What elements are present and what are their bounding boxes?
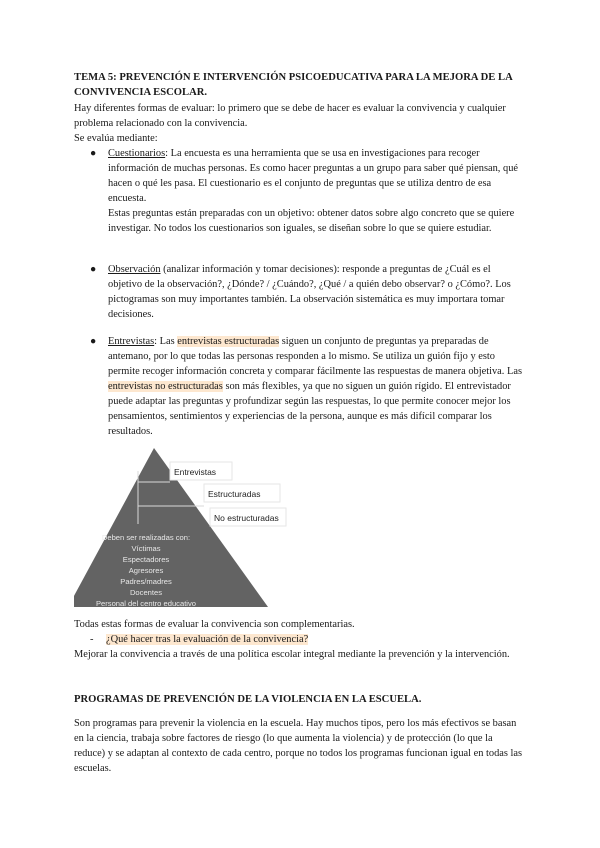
pyramid-item: Personal del centro educativo	[95, 599, 197, 608]
list-item	[74, 334, 526, 439]
heading-programas: PROGRAMAS DE PREVENCIÓN DE LA VIOLENCIA EN LA ESCUELA.	[74, 694, 422, 705]
highlight-estructuradas: entrevistas estructuradas	[177, 336, 280, 347]
bullet-text-3: son más flexibles, ya que no siguen un guión rígido. El entrevistador puede adaptar las preguntas y profundizar según las respuestas, lo que permite conocer mejor los pensamientos, sentimientos y experiencias de la persona, aunque es más difícil comparar los resultados.	[108, 381, 511, 437]
label-entrevistas: Entrevistas	[174, 467, 217, 477]
bullet-observacion	[74, 262, 526, 322]
bullet-dot-icon: ●	[90, 336, 97, 347]
pyramid-item: Padres/madres	[120, 577, 172, 586]
bullet-term: Entrevistas	[108, 336, 155, 347]
pyramid-item: Víctimas	[131, 544, 161, 553]
bullet-cuestionarios	[74, 146, 526, 236]
bullet-dot-icon: ●	[90, 148, 97, 159]
highlight-no-estructuradas: entrevistas no estructuradas	[108, 381, 223, 392]
pyramid-item: Espectadores	[122, 555, 170, 564]
bullet-text: (analizar información y tomar decisiones): responde a preguntas de ¿Cuál es el objetivo de la observación?, ¿Dónde? / ¿Cuándo?, ¿Qué / a quién debo observar? o ¿Cómo?. Los pictogramas son muy importantes también. La observación sistemática es muy importara tomar decisiones.	[108, 264, 511, 320]
bullet-dot-icon: ●	[90, 264, 97, 275]
pyramid-diagram	[74, 444, 288, 612]
heading-tema5: TEMA 5: PREVENCIÓN E INTERVENCIÓN PSICOEDUCATIVA PARA LA MEJORA DE LA CONVIVENCIA ESCOLAR.	[74, 72, 513, 98]
pyramid-inner-title: Deben ser realizadas con:	[101, 533, 191, 542]
bullet-term: Cuestionarios	[108, 148, 166, 159]
highlight-question: ¿Qué hacer tras la evaluación de la convivencia?	[106, 634, 309, 645]
intro-paragraph: Hay diferentes formas de evaluar: lo primero que se debe de hacer es evaluar la convivencia y cualquier problema relacionado con la convivencia.	[74, 103, 506, 129]
label-estructuradas: Estructuradas	[208, 489, 261, 499]
dash-marker: -	[90, 634, 94, 645]
se-evalua-label: Se evalúa mediante:	[74, 133, 158, 144]
pyramid-item: Agresores	[128, 566, 164, 575]
bullet-text-2: siguen un conjunto de preguntas ya preparadas de antemano, por lo que todas las personas responden a lo mismo. Se utiliza un guión fijo y esto permite recoger información concreta y comparar fácilmente las respuestas de manera objetiva. Las	[108, 336, 522, 377]
programas-paragraph: Son programas para prevenir la violencia en la escuela. Hay muchos tipos, pero los más efectivos se basan en la ciencia, trabaja sobre factores de riesgo (lo que aumenta la violencia) y de protección (lo que la reduce) y se adaptan al contexto de cada centro, porque no todos los programas funcionan igual en todas las escuelas.	[74, 718, 523, 774]
bullet-text: : Las	[154, 336, 178, 347]
bullet-text: : La encuesta es una herramienta que se usa en investigaciones para recoger información de muchas personas. Es como hacer preguntas a un grupo para saber qué piensan, qué hacen o qué les pasa. El cuestionario es el conjunto de preguntas que se utiliza dentro de esa encuesta.	[108, 148, 518, 204]
list-item	[74, 146, 526, 236]
pyramid-item: Docentes	[129, 588, 163, 597]
bullet-entrevistas	[74, 334, 526, 439]
mejorar-text: Mejorar la convivencia a través de una política escolar integral mediante la prevención y la intervención.	[74, 649, 510, 660]
list-item	[74, 262, 526, 322]
bullet-term: Observación	[108, 264, 161, 275]
question-line	[106, 632, 526, 647]
label-no-estructuradas: No estructuradas	[214, 513, 279, 523]
bullet-text-2: Estas preguntas están preparadas con un objetivo: obtener datos sobre algo concreto que se quiere investigar. No todos los cuestionarios son iguales, se diseñan sobre lo que se quiere estudiar.	[108, 208, 515, 234]
complementarias-text: Todas estas formas de evaluar la convivencia son complementarias.	[74, 619, 355, 630]
